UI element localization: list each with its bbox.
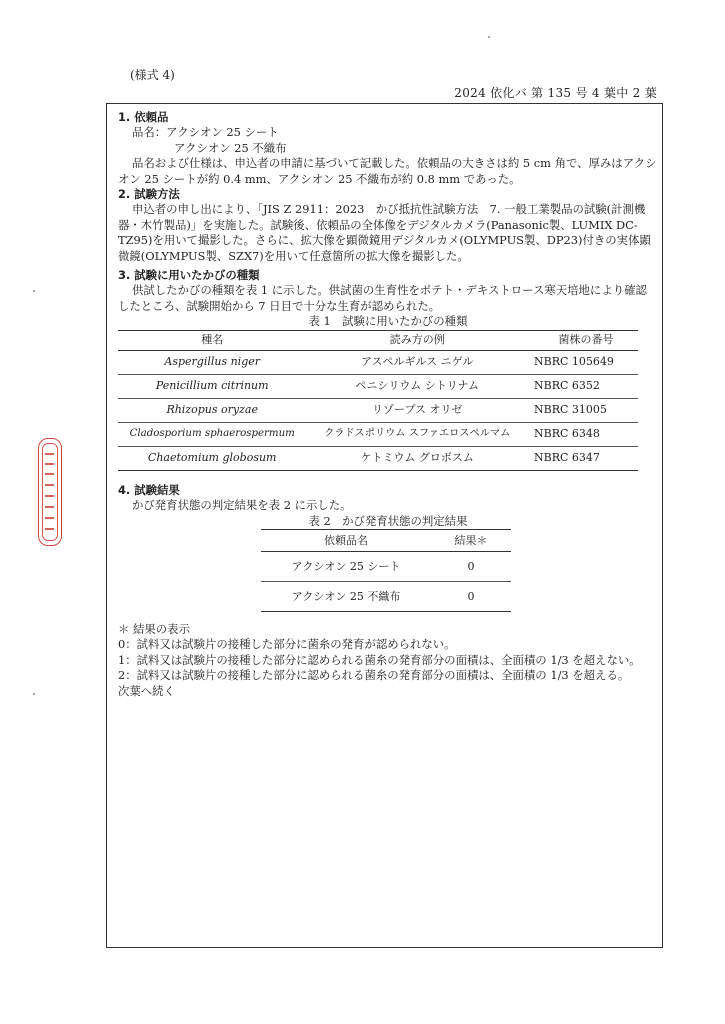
species-reading: ケトミウム グロボスム: [360, 451, 474, 465]
sample-description: 品名および仕様は、申込者の申請に基づいて記載した。依頼品の大きさは約 5 cm 角で、厚みはアクシオン 25 シートが約 0.4 mm、アクシオン 25 不織布が約 0.8 mm であった。: [118, 156, 657, 186]
species-name: Penicillium citrinum: [118, 374, 306, 398]
seal-mark: [45, 528, 54, 530]
section-heading-fungi: 3. 試験に用いたかびの種類: [118, 268, 260, 283]
species-name: Chaetomium globosum: [147, 451, 277, 465]
column-header: 依頼品名: [261, 529, 431, 551]
column-header: 読み方の例: [306, 330, 528, 350]
result-value: 0: [431, 551, 511, 581]
species-reading: リゾープス オリゼ: [306, 398, 528, 422]
column-header: 結果＊: [431, 529, 511, 551]
seal-mark: [45, 473, 54, 475]
strain-number: NBRC 105649: [528, 350, 638, 374]
continued-note: 次葉へ続く: [118, 683, 175, 698]
table2-caption: 表 2 かび発育状態の判定結果: [308, 513, 468, 528]
strain-number: NBRC 6348: [528, 422, 638, 446]
species-name: Aspergillus niger: [118, 350, 306, 374]
scan-speck: [33, 693, 35, 695]
results-table: [261, 529, 511, 612]
seal-inner-border: [42, 443, 58, 541]
method-description: 申込者の申し出により、「JIS Z 2911：2023 かび抵抗性試験方法 7. 一般工業製品の試験(計測機器・木竹製品)」を実施した。試験後、依頼品の全体像をデジタルカメラ(Panasonic製、LUMIX DC-TZ95)を用いて撮影した。さらに、拡大像を顕微鏡用デジタルカメ(OLYMPUS製、DP23)付きの実体顕微鏡(OLYMPUS製、SZX7)を用いて任意箇所の拡大像を撮影した。: [118, 202, 651, 263]
sample-name: アクシオン 25 シート: [261, 551, 431, 581]
document-reference: 2024 依化バ 第 135 号 4 葉中 2 葉: [454, 86, 657, 100]
table-row: [261, 581, 511, 611]
note-grade-2: 2：試料又は試験片の接種した部分に認められる菌糸の発育部分の面積は、全面積の 1/3 を超える。: [118, 668, 630, 683]
column-header: 菌株の番号: [528, 330, 638, 350]
scan-speck: [488, 36, 490, 38]
column-header: 種名: [118, 330, 306, 350]
sample-name-2: アクシオン 25 不織布: [174, 140, 287, 155]
strain-number: NBRC 6347: [534, 451, 600, 465]
results-description: かび発育状態の判定結果を表 2 に示した。: [132, 498, 352, 513]
seal-mark: [45, 506, 54, 508]
strain-number: NBRC 6352: [528, 374, 638, 398]
table-header-row: [118, 330, 638, 350]
note-grade-0: 0：試料又は試験片の接種した部分に菌糸の発育が認められない。: [118, 637, 456, 652]
table-row: [118, 350, 638, 374]
fungi-table: [118, 330, 638, 471]
section-heading-sample: 1. 依頼品: [118, 110, 169, 124]
species-name: Cladosporium sphaerospermum: [118, 422, 306, 446]
report-body: [118, 110, 658, 699]
scan-speck: [33, 290, 35, 292]
strain-number: NBRC 31005: [528, 398, 638, 422]
species-reading: アスペルギルス ニゲル: [306, 350, 528, 374]
section-heading-method: 2. 試験方法: [118, 187, 180, 202]
table-row: [118, 422, 638, 446]
species-name: Rhizopus oryzae: [118, 398, 306, 422]
section-heading-results: 4. 試験結果: [118, 482, 180, 497]
seal-mark: [45, 495, 54, 497]
result-value: 0: [467, 589, 475, 603]
seal-mark: [45, 484, 54, 486]
table-row: [261, 551, 511, 581]
species-reading: ペニシリウム シトリナム: [306, 374, 528, 398]
seal-mark: [45, 453, 54, 455]
sample-name: アクシオン 25 不織布: [291, 589, 401, 603]
table-row: [118, 374, 638, 398]
table-header-row: [261, 529, 511, 551]
form-id: (様式 4): [130, 68, 175, 82]
seal-mark: [45, 463, 54, 465]
table-row: [118, 446, 638, 470]
red-seal-stamp: [38, 438, 62, 546]
fungi-description: 供試したかびの種類を表 1 に示した。供試菌の生育性をポテト・デキストロース寒天培地により確認したところ、試験開始から 7 日目で十分な生育が認められた。: [118, 283, 647, 313]
species-reading: クラドスポリウム スファエロスペルマム: [306, 422, 528, 446]
note-grade-1: 1：試料又は試験片の接種した部分に認められる菌糸の発育部分の面積は、全面積の 1/3 を超えない。: [118, 652, 641, 667]
table1-caption: 表 1 試験に用いたかびの種類: [308, 314, 468, 329]
notes-title: ＊ 結果の表示: [118, 621, 190, 636]
table-row: [118, 398, 638, 422]
sample-name-1: 品名：アクシオン 25 シート: [132, 125, 279, 140]
seal-mark: [45, 517, 54, 519]
